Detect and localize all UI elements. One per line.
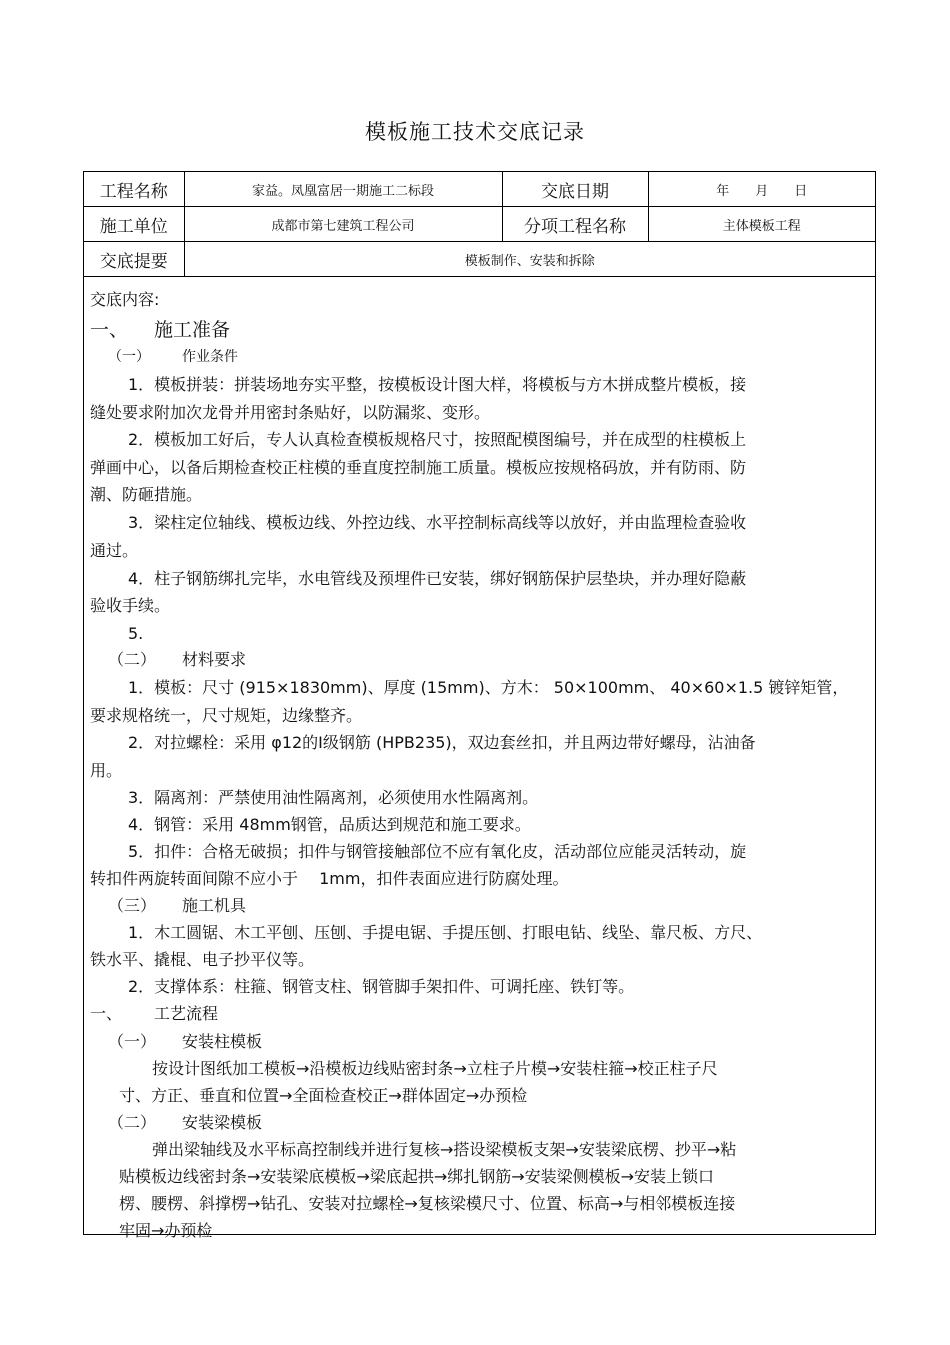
paragraph-line: 寸、方正、垂直和位置→全面检查校正→群体固定→办预检: [119, 1086, 528, 1105]
subsection-2b-number: （二）: [108, 1113, 157, 1132]
paragraph-line: 转扣件两旋转面间隙不应小于 1mm，扣件表面应进行防腐处理。: [90, 869, 569, 888]
subsection-1c-number: （三）: [108, 896, 157, 915]
section-1-number: 一、: [90, 319, 129, 341]
paragraph-line: 要求规格统一，尺寸规矩，边缘整齐。: [90, 706, 363, 725]
content-label: 交底内容:: [90, 290, 160, 309]
paragraph-line: 4．钢管：采用 48mm钢管，品质达到规范和施工要求。: [128, 815, 531, 834]
paragraph-line: 楞、腰楞、斜撑楞→钻孔、安装对拉螺栓→复核梁模尺寸、位置、标高→与相邻模板连接: [119, 1194, 736, 1213]
paragraph-line: 5．扣件：合格无破损；扣件与钢管接触部位不应有氧化皮，活动部位应能灵活转动，旋: [128, 842, 747, 861]
subsection-2b-title: 安装梁模板: [182, 1113, 263, 1132]
paragraph-line: 用。: [90, 761, 123, 780]
header-row-unit: [84, 207, 875, 242]
paragraph-line: 3．梁柱定位轴线、模板边线、外控边线、水平控制标高线等以放好，并由监理检查验收: [128, 513, 747, 532]
paragraph-line: 2．对拉螺栓：采用 φ12的Ⅰ级钢筋 (HPB235)，双边套丝扣，并且两边带好螺母，沾油备: [128, 733, 756, 752]
date-value: 年 月 日: [648, 172, 875, 207]
paragraph-line: 缝处要求附加次龙骨并用密封条贴好，以防漏浆、变形。: [90, 403, 491, 422]
paragraph-line: 2．支撑体系：柱箍、钢管支柱、钢管脚手架扣件、可调托座、铁钉等。: [128, 977, 635, 996]
section-1-title: 施工准备: [154, 319, 231, 341]
subsection-2a-title: 安装柱模板: [182, 1032, 263, 1051]
paragraph-line: 验收手续。: [90, 596, 171, 615]
paragraph-line: 弹出梁轴线及水平标高控制线并进行复核→搭设梁模板支架→安装梁底楞、抄平→粘: [152, 1140, 737, 1159]
paragraph-line: 4．柱子钢筋绑扎完毕，水电管线及预埋件已安装，绑好钢筋保护层垫块，并办理好隐蔽: [128, 569, 747, 588]
unit-value: 成都市第七建筑工程公司: [184, 207, 502, 242]
date-label: 交底日期: [502, 172, 648, 207]
paragraph-line: 按设计图纸加工模板→沿模板边线贴密封条→立柱子片模→安装柱箍→校正柱子尺: [152, 1059, 718, 1078]
paragraph-line: 1．模板拼装：拼装场地夯实平整，按模板设计图大样，将模板与方木拼成整片模板，接: [128, 375, 747, 394]
paragraph-line: 通过。: [90, 541, 139, 560]
header-table: [84, 172, 875, 277]
paragraph-line: 贴模板边线密封条→安装梁底模板→梁底起拱→绑扎钢筋→安装梁侧模板→安装上锁口: [119, 1167, 715, 1186]
paragraph-line: 2．模板加工好后，专人认真检查模板规格尺寸，按照配模图编号，并在成型的柱模板上: [128, 430, 747, 449]
subsection-1c-title: 施工机具: [182, 896, 247, 915]
sub-project-value: 主体模板工程: [648, 207, 875, 242]
project-name-value: 家益。凤凰富居一期施工二标段: [184, 172, 502, 207]
sub-project-label: 分项工程名称: [502, 207, 648, 242]
header-row-project: [84, 172, 875, 207]
paragraph-line: 3．隔离剂：严禁使用油性隔离剂，必须使用水性隔离剂。: [128, 788, 539, 807]
subsection-1b-title: 材料要求: [182, 650, 247, 669]
paragraph-line: 弹画中心，以备后期检查校正柱模的垂直度控制施工质量。模板应按规格码放，并有防雨、防: [90, 458, 747, 477]
summary-value: 模板制作、安装和拆除: [184, 242, 875, 277]
paragraph-line: 潮、防砸措施。: [90, 485, 203, 504]
subsection-2a-number: （一）: [108, 1032, 157, 1051]
header-row-summary: [84, 242, 875, 277]
subsection-1a-title: 作业条件: [182, 349, 238, 365]
subsection-1a-number: （一）: [108, 349, 150, 365]
document-title: 模板施工技术交底记录: [365, 120, 585, 144]
project-name-label: 工程名称: [84, 172, 184, 207]
paragraph-line: 铁水平、撬棍、电子抄平仪等。: [90, 950, 315, 969]
record-form: [83, 171, 876, 1240]
subsection-1b-number: （二）: [108, 650, 157, 669]
section-2-number: 一、: [90, 1004, 123, 1023]
paragraph-line: 牢固→办预检: [119, 1221, 213, 1240]
paragraph-line: 5.: [128, 624, 144, 643]
paragraph-line: 1．木工圆锯、木工平刨、压刨、手提电锯、手提压刨、打眼电钻、线坠、靠尺板、方尺、: [128, 923, 763, 942]
section-2-title: 工艺流程: [154, 1004, 219, 1023]
unit-label: 施工单位: [84, 207, 184, 242]
paragraph-line: 1．模板：尺寸 (915×1830mm)、厚度 (15mm)、方木： 50×100mm、 40×60×1.5 镀锌矩管，: [128, 678, 849, 697]
summary-label: 交底提要: [84, 242, 184, 277]
